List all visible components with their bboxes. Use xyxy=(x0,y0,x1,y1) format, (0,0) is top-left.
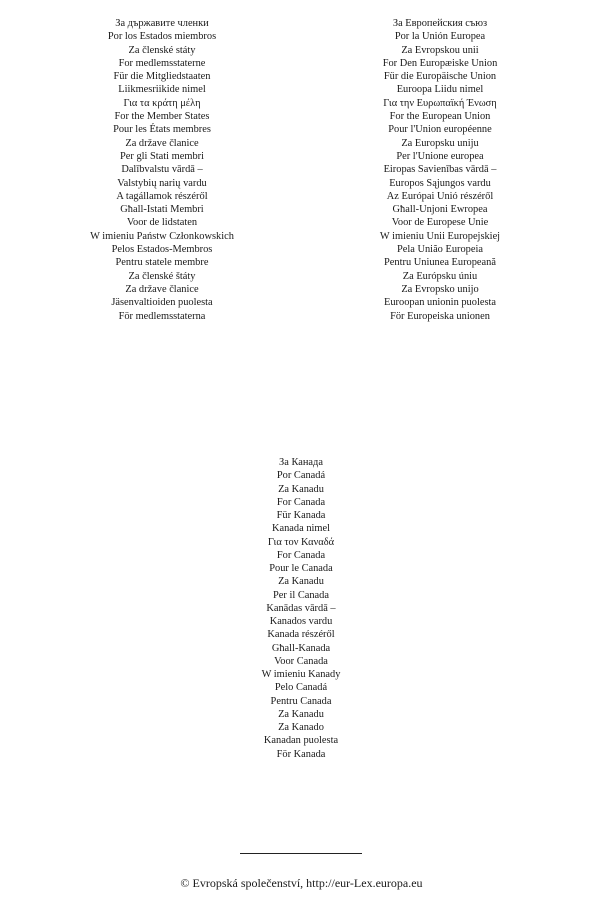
canada-signature-line: Za Kanadu xyxy=(278,576,324,588)
european-union-signature-line: Για την Ευρωπαϊκή Ένωση xyxy=(383,97,497,109)
member-states-signature-line: Pour les États membres xyxy=(113,124,211,136)
european-union-signature-line: För Europeiska unionen xyxy=(390,310,490,322)
european-union-signature-line: Pour l'Union européenne xyxy=(388,124,492,136)
european-union-signature-line: Per l'Unione europea xyxy=(396,150,484,162)
canada-signature-line: Για τον Καναδά xyxy=(267,536,335,548)
canada-signature-line: För Kanada xyxy=(276,748,326,760)
canada-signature-line: Pelo Canadá xyxy=(274,682,328,694)
footer-divider xyxy=(240,853,362,854)
european-union-signature-block xyxy=(340,17,540,323)
member-states-signature-line: За държавите членки xyxy=(115,18,209,29)
european-union-signature-line: W imieniu Unii Europejskiej xyxy=(379,230,501,242)
european-union-signature-line: Für die Europäische Union xyxy=(383,71,497,83)
footer-copyright: © Evropská společenství, http://eur-Lex.europa.eu xyxy=(180,876,423,890)
canada-signature-line: Per il Canada xyxy=(273,589,329,601)
canada-signature-line: For Canada xyxy=(276,549,326,561)
canada-signature-line: Za Kanado xyxy=(278,722,324,733)
canada-signature-line: Kanados vardu xyxy=(269,616,333,627)
canada-signature-line: W imieniu Kanady xyxy=(261,669,341,680)
european-union-signature-line: For Den Europæiske Union xyxy=(382,57,498,69)
european-union-signature-line: Az Európai Unió részéről xyxy=(386,190,494,202)
european-union-signature-line: Euroopan unionin puolesta xyxy=(384,297,496,309)
member-states-signature-line: Za države članice xyxy=(125,137,199,149)
member-states-signature-line: Za države članice xyxy=(125,283,199,295)
european-union-signature-line: Eiropas Savienības vārdā – xyxy=(383,164,497,176)
canada-signature-line: Għall-Kanada xyxy=(271,642,331,654)
european-union-signature-line: Pentru Uniunea Europeană xyxy=(384,257,496,269)
member-states-signature-line: Voor de lidstaten xyxy=(126,217,198,229)
member-states-signature-line: Valstybių narių vardu xyxy=(117,177,207,189)
member-states-signature-line: Für die Mitgliedstaaten xyxy=(113,71,211,83)
european-union-signature-line: Europos Sąjungos vardu xyxy=(389,177,491,189)
canada-signature-line: За Канада xyxy=(279,457,323,468)
member-states-signature-line: För medlemsstaterna xyxy=(118,310,206,322)
member-states-signature-line: Per gli Stati membri xyxy=(120,150,204,162)
member-states-signature-line: Za členské štáty xyxy=(128,270,196,282)
member-states-signature-line: Jäsenvaltioiden puolesta xyxy=(111,297,213,309)
european-union-signature-line: Za Európsku úniu xyxy=(402,270,478,282)
member-states-signature-line: Za členské státy xyxy=(128,44,196,56)
european-union-signature-line: За Европейския съюз xyxy=(392,18,488,29)
member-states-signature-line: For medlemsstaterne xyxy=(118,57,206,69)
canada-signature-line: For Canada xyxy=(276,496,326,508)
canada-signature-line: Pour le Canada xyxy=(269,563,333,574)
canada-signature-line: Za Kanadu xyxy=(278,483,324,495)
canada-signature-line: Pentru Canada xyxy=(270,695,332,707)
canada-signature-line: Für Kanada xyxy=(276,510,326,521)
european-union-signature-line: Voor de Europese Unie xyxy=(391,217,489,229)
member-states-signature-line: Pentru statele membre xyxy=(115,257,209,269)
canada-signature-line: Kanada nimel xyxy=(272,523,330,535)
member-states-signature-line: Għall-Istati Membri xyxy=(120,204,204,216)
european-union-signature-line: Pela União Europeia xyxy=(397,244,483,256)
canada-signature-line: Za Kanadu xyxy=(278,708,324,720)
member-states-signature-line: For the Member States xyxy=(114,111,210,123)
european-union-signature-line: For the European Union xyxy=(389,111,491,123)
canada-signature-line: Kanādas vārdā – xyxy=(266,602,336,614)
member-states-signature-line: W imieniu Państw Członkowskich xyxy=(90,230,234,242)
member-states-signature-line: A tagállamok részéről xyxy=(116,190,208,202)
member-states-signature-block xyxy=(62,17,262,323)
member-states-signature-line: Για τα κράτη μέλη xyxy=(123,97,201,109)
european-union-signature-line: Za Evropskou unii xyxy=(401,44,479,56)
european-union-signature-line: Za Europsku uniju xyxy=(401,137,479,149)
canada-signature-block xyxy=(201,456,401,761)
european-union-signature-line: Għall-Unjoni Ewropea xyxy=(392,204,488,216)
member-states-signature-line: Pelos Estados-Membros xyxy=(111,244,213,256)
european-union-signature-line: Por la Unión Europea xyxy=(394,31,486,43)
member-states-signature-line: Dalībvalstu vārdā – xyxy=(121,164,203,176)
canada-signature-line: Kanadan puolesta xyxy=(263,735,339,747)
canada-signature-line: Voor Canada xyxy=(274,655,328,667)
canada-signature-line: Por Canadá xyxy=(276,470,326,482)
canada-signature-line: Kanada részéről xyxy=(267,629,335,641)
member-states-signature-line: Por los Estados miembros xyxy=(107,31,217,43)
european-union-signature-line: Za Evropsko unijo xyxy=(401,283,479,295)
european-union-signature-line: Euroopa Liidu nimel xyxy=(396,84,484,96)
member-states-signature-line: Liikmesriikide nimel xyxy=(118,84,206,96)
